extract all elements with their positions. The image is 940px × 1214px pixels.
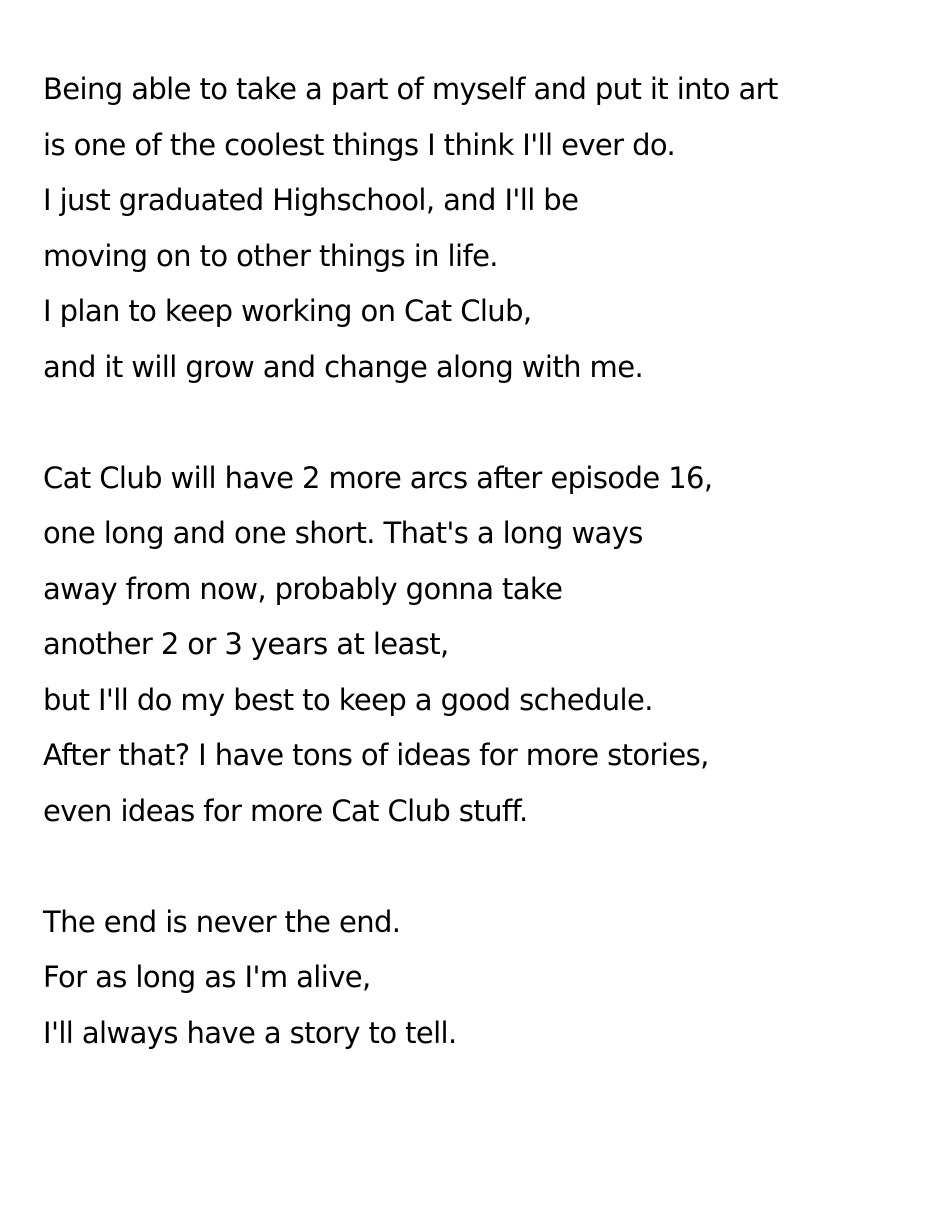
- text-line: The end is never the end.: [43, 904, 401, 939]
- paragraph-1: [43, 62, 923, 395]
- text-line: but I'll do my best to keep a good schedule.: [43, 682, 653, 717]
- text-line: After that? I have tons of ideas for more stories,: [43, 738, 709, 772]
- text-line: For as long as I'm alive,: [43, 960, 371, 994]
- text-line: and it will grow and change along with me.: [43, 349, 644, 384]
- afterword-text: [43, 62, 923, 1061]
- text-line: is one of the coolest things I think I'll ever do.: [43, 127, 676, 162]
- paragraph-2: [43, 451, 923, 840]
- text-line: another 2 or 3 years at least,: [43, 627, 449, 661]
- text-line: Being able to take a part of myself and put it into art: [43, 72, 778, 106]
- text-line: even ideas for more Cat Club stuff.: [43, 793, 528, 828]
- text-line: I just graduated Highschool, and I'll be: [43, 183, 579, 217]
- paragraph-3: [43, 895, 923, 1062]
- text-line: I'll always have a story to tell.: [43, 1015, 457, 1050]
- text-line: I plan to keep working on Cat Club,: [43, 294, 532, 328]
- text-line: one long and one short. That's a long ways: [43, 516, 643, 550]
- text-line: Cat Club will have 2 more arcs after episode 16,: [43, 460, 713, 495]
- text-line: moving on to other things in life.: [43, 238, 498, 273]
- text-line: away from now, probably gonna take: [43, 571, 563, 606]
